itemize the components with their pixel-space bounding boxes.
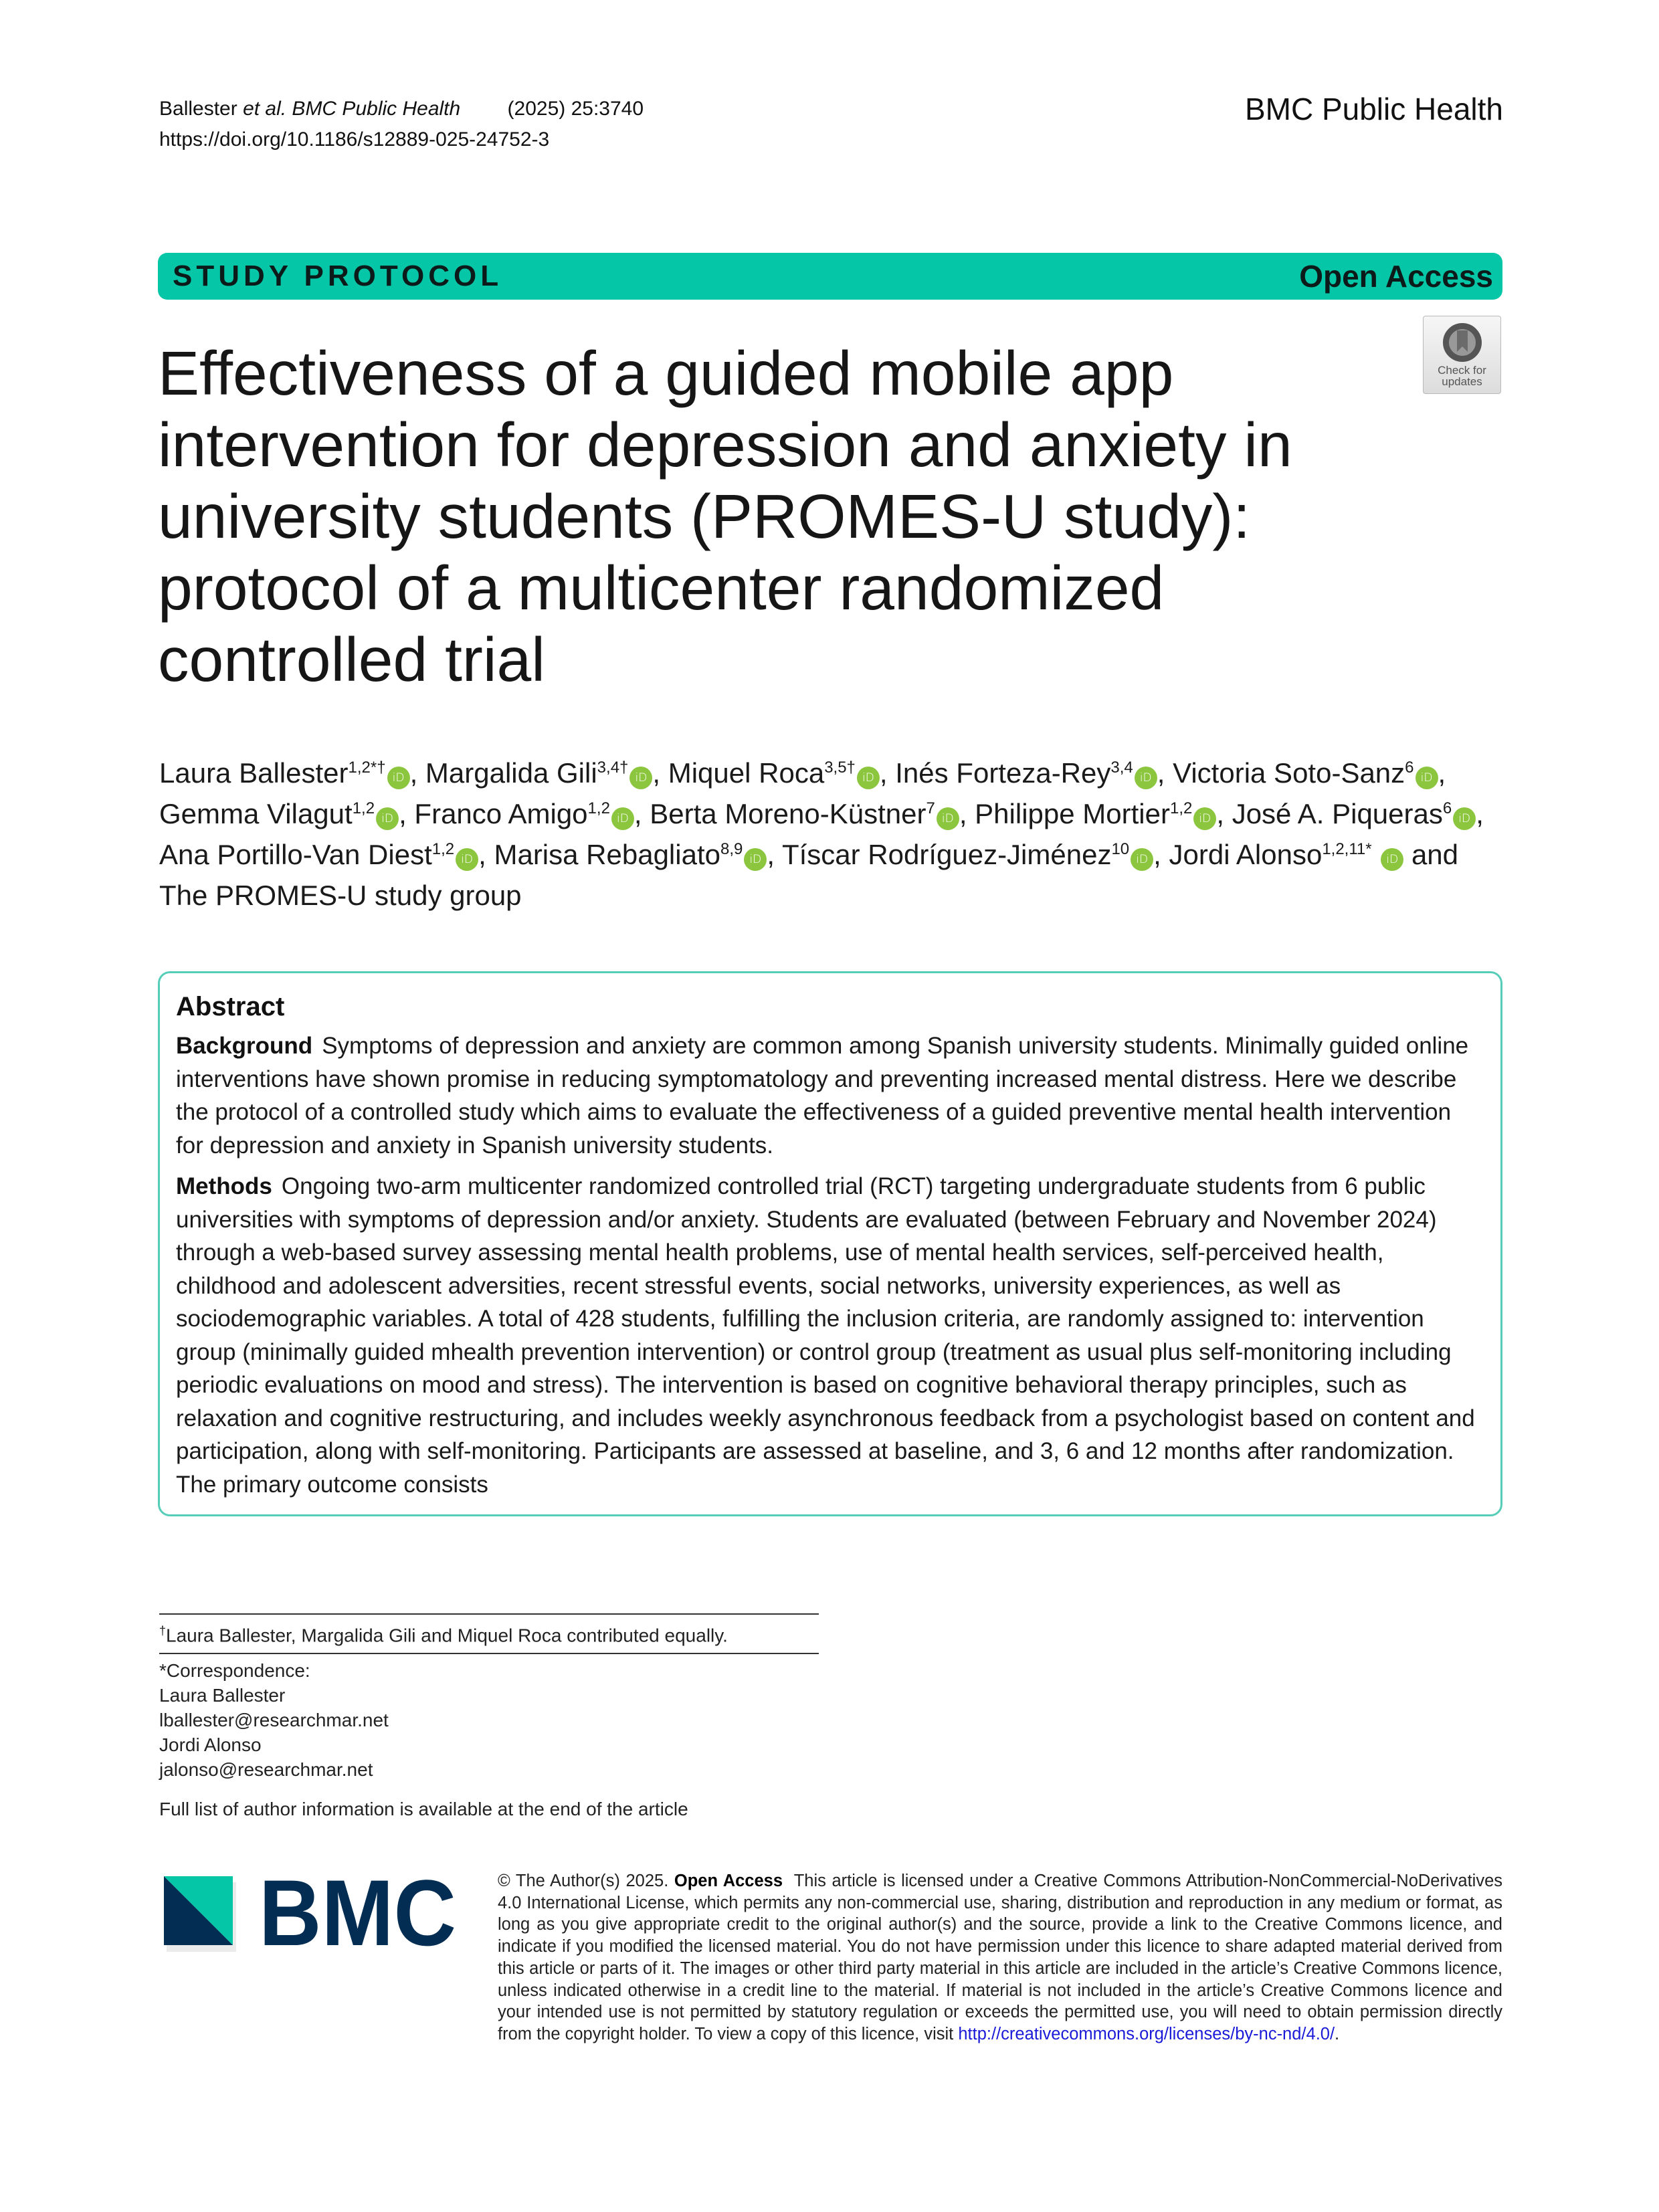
crossmark-label-1: Check for: [1438, 364, 1486, 377]
contact-name: Laura Ballester: [159, 1685, 286, 1706]
article-title: Effectiveness of a guided mobile app intervention for depression and anxiety in university students (PROMES-U study): protocol of a multicenter randomized controlled trial: [158, 338, 1292, 694]
crossmark-label-2: updates: [1442, 375, 1482, 388]
author[interactable]: Berta Moreno-Küstner$^7$iD ,: [650, 798, 975, 829]
author[interactable]: Gemma Vilagut$^{1,2}$iD ,: [159, 798, 415, 829]
methods-label: Methods: [176, 1173, 272, 1199]
citation-authors: Ballester: [159, 98, 237, 120]
author[interactable]: Franco Amigo$^{1,2}$iD ,: [414, 798, 650, 829]
abstract-box: [158, 971, 1502, 1516]
orcid-icon[interactable]: iD: [376, 807, 399, 830]
orcid-icon[interactable]: iD: [1381, 848, 1403, 871]
doi-link[interactable]: https://doi.org/10.1186/s12889-025-24752-3: [159, 128, 550, 150]
orcid-icon[interactable]: iD: [1131, 848, 1153, 871]
orcid-icon[interactable]: iD: [857, 767, 880, 789]
orcid-icon[interactable]: iD: [629, 767, 652, 789]
running-head: [159, 94, 644, 155]
svg-text:BMC: BMC: [259, 1876, 456, 1956]
author[interactable]: Victoria Soto-Sanz$^6$iD ,: [1173, 757, 1446, 789]
author[interactable]: Laura Ballester$^{1,2*\dagger}$iD ,: [159, 757, 425, 789]
author[interactable]: Tíscar Rodríguez-Jiménez$^{10}$iD ,: [781, 839, 1169, 870]
author[interactable]: Inés Forteza-Rey$^{3,4}$iD ,: [895, 757, 1173, 789]
methods-text: Ongoing two-arm multicenter randomized controlled trial (RCT) targeting undergraduate students from 6 public universities with symptoms of depression and/or anxiety. Students are evaluated (between February and November 2024) through a web-based survey assessing mental health problems, use of mental health services, self-perceived health, childhood and adolescent adversities, recent stressful events, social networks, university experiences, as well as sociodemographic variables. A total of 428 students, fulfilling the inclusion criteria, are randomly assigned to: intervention group (minimally guided mhealth prevention intervention) or control group (treatment as usual plus self-monitoring including periodic evaluations on mood and stress). The intervention is based on cognitive behavioral therapy principles, such as relaxation and cognitive restructuring, and includes weekly asynchronous feedback from a psychologist based on content and participation, along with self-monitoring. Participants are assessed at baseline, and 3, 6 and 12 months after randomization. The primary outcome consists: [176, 1173, 1475, 1498]
abstract-heading: Abstract: [176, 992, 285, 1021]
copyright: © The Author(s) 2025.: [498, 1872, 669, 1890]
author-info-note: Full list of author information is available at the end of the article: [159, 1799, 688, 1819]
abstract-methods: [176, 1170, 1484, 1501]
equal-contribution-note: †Laura Ballester, Margalida Gili and Miquel Roca contributed equally.: [159, 1624, 728, 1646]
journal-name: BMC Public Health: [1244, 92, 1503, 126]
author[interactable]: Ana Portillo-Van Diest$^{1,2}$iD ,: [159, 839, 494, 870]
orcid-icon[interactable]: iD: [1416, 767, 1438, 789]
bmc-logo-icon: [164, 1876, 465, 1956]
license-statement: © The Author(s) 2025. Open Access This article is licensed under a Creative Commons Attribution-NonCommercial-NoDerivatives 4.0 International License, which permits any non-commercial use, sharing, distribution and reproduction in any medium or format, as long as you give appropriate credit to the original author(s) and the source, provide a link to the Creative Commons licence, and indicate if you modified the licensed material. You do not have permission under this licence to share adapted material derived from this article or parts of it. The images or other third party material in this article are included in the article’s Creative Commons licence, unless indicated otherwise in a credit line to the material. If material is not included in the article’s Creative Commons licence and your intended use is not permitted by statutory regulation or exceeds the permitted use, you will need to obtain permission directly from the copyright holder. To view a copy of this licence, visit http://creativecommons.org/licenses/by-nc-nd/4.0/.: [498, 1872, 1503, 2043]
footnote-divider: [159, 1653, 819, 1654]
citation-volume: (2025) 25:3740: [507, 98, 644, 120]
orcid-icon[interactable]: iD: [1453, 807, 1476, 830]
footnote-divider: [159, 1613, 819, 1615]
author[interactable]: Marisa Rebagliato$^{8,9}$iD ,: [494, 839, 782, 870]
article-type: STUDY PROTOCOL: [173, 260, 503, 292]
orcid-icon[interactable]: iD: [611, 807, 634, 830]
license-link[interactable]: http://creativecommons.org/licenses/by-nc-nd/4.0/: [958, 2024, 1335, 2043]
author[interactable]: Miquel Roca$^{3,5\dagger}$iD ,: [668, 757, 896, 789]
author[interactable]: Margalida Gili$^{3,4\dagger}$iD ,: [425, 757, 668, 789]
background-text: Symptoms of depression and anxiety are common among Spanish university students. Minimally guided online interventions have shown promise in reducing symptomatology and preventing increased mental distress. Here we describe the protocol of a controlled study which aims to evaluate the effectiveness of a guided preventive mental health intervention for depression and anxiety in Spanish university students.: [176, 1033, 1469, 1159]
orcid-icon[interactable]: iD: [744, 848, 767, 871]
open-access-bold: Open Access: [674, 1872, 783, 1890]
background-label: Background: [176, 1033, 313, 1059]
orcid-icon[interactable]: iD: [456, 848, 478, 871]
author[interactable]: Jordi Alonso$^{1,2,11*}$ iD and: [1169, 839, 1459, 870]
orcid-icon[interactable]: iD: [1193, 807, 1216, 830]
orcid-icon[interactable]: iD: [1135, 767, 1157, 789]
open-access-label: Open Access: [1299, 259, 1493, 294]
bmc-logo: [164, 1876, 465, 1956]
author-list: [159, 752, 1510, 916]
orcid-icon[interactable]: iD: [937, 807, 959, 830]
contact-email[interactable]: jalonso@researchmar.net: [159, 1759, 373, 1780]
orcid-icon[interactable]: iD: [387, 767, 410, 789]
check-for-updates-button[interactable]: [1423, 316, 1501, 394]
crossmark-icon: [1443, 323, 1482, 362]
license-text: This article is licensed under a Creative Commons Attribution-NonCommercial-NoDerivatives 4.0 International License, which permits any non-commercial use, sharing, distribution and reproduction in any medium or format, as long as you give appropriate credit to the original author(s) and the source, provide a link to the Creative Commons licence, and indicate if you modified the licensed material. You do not have permission under this licence to share adapted material derived from this article or parts of it. The images or other third party material in this article are included in the article’s Creative Commons licence, unless indicated otherwise in a credit line to the material. If material is not included in the article’s Creative Commons licence and your intended use is not permitted by statutory regulation or exceeds the permitted use, you will need to obtain permission directly from the copyright holder. To view a copy of this licence, visit: [498, 1872, 1503, 2043]
citation-journal: et al. BMC Public Health: [243, 98, 461, 120]
author[interactable]: Philippe Mortier$^{1,2}$iD ,: [975, 798, 1232, 829]
author-group: The PROMES-U study group: [159, 880, 522, 911]
bookmark-icon: [1449, 329, 1476, 356]
citation-line: [159, 94, 644, 124]
article-type-banner: [158, 253, 1502, 300]
contact-name: Jordi Alonso: [159, 1734, 262, 1755]
author[interactable]: José A. Piqueras$^6$iD ,: [1232, 798, 1484, 829]
correspondence-block: [159, 1658, 389, 1782]
correspondence-label: *Correspondence:: [159, 1660, 310, 1681]
contact-email[interactable]: lballester@researchmar.net: [159, 1710, 389, 1730]
abstract-background: [176, 1029, 1484, 1162]
